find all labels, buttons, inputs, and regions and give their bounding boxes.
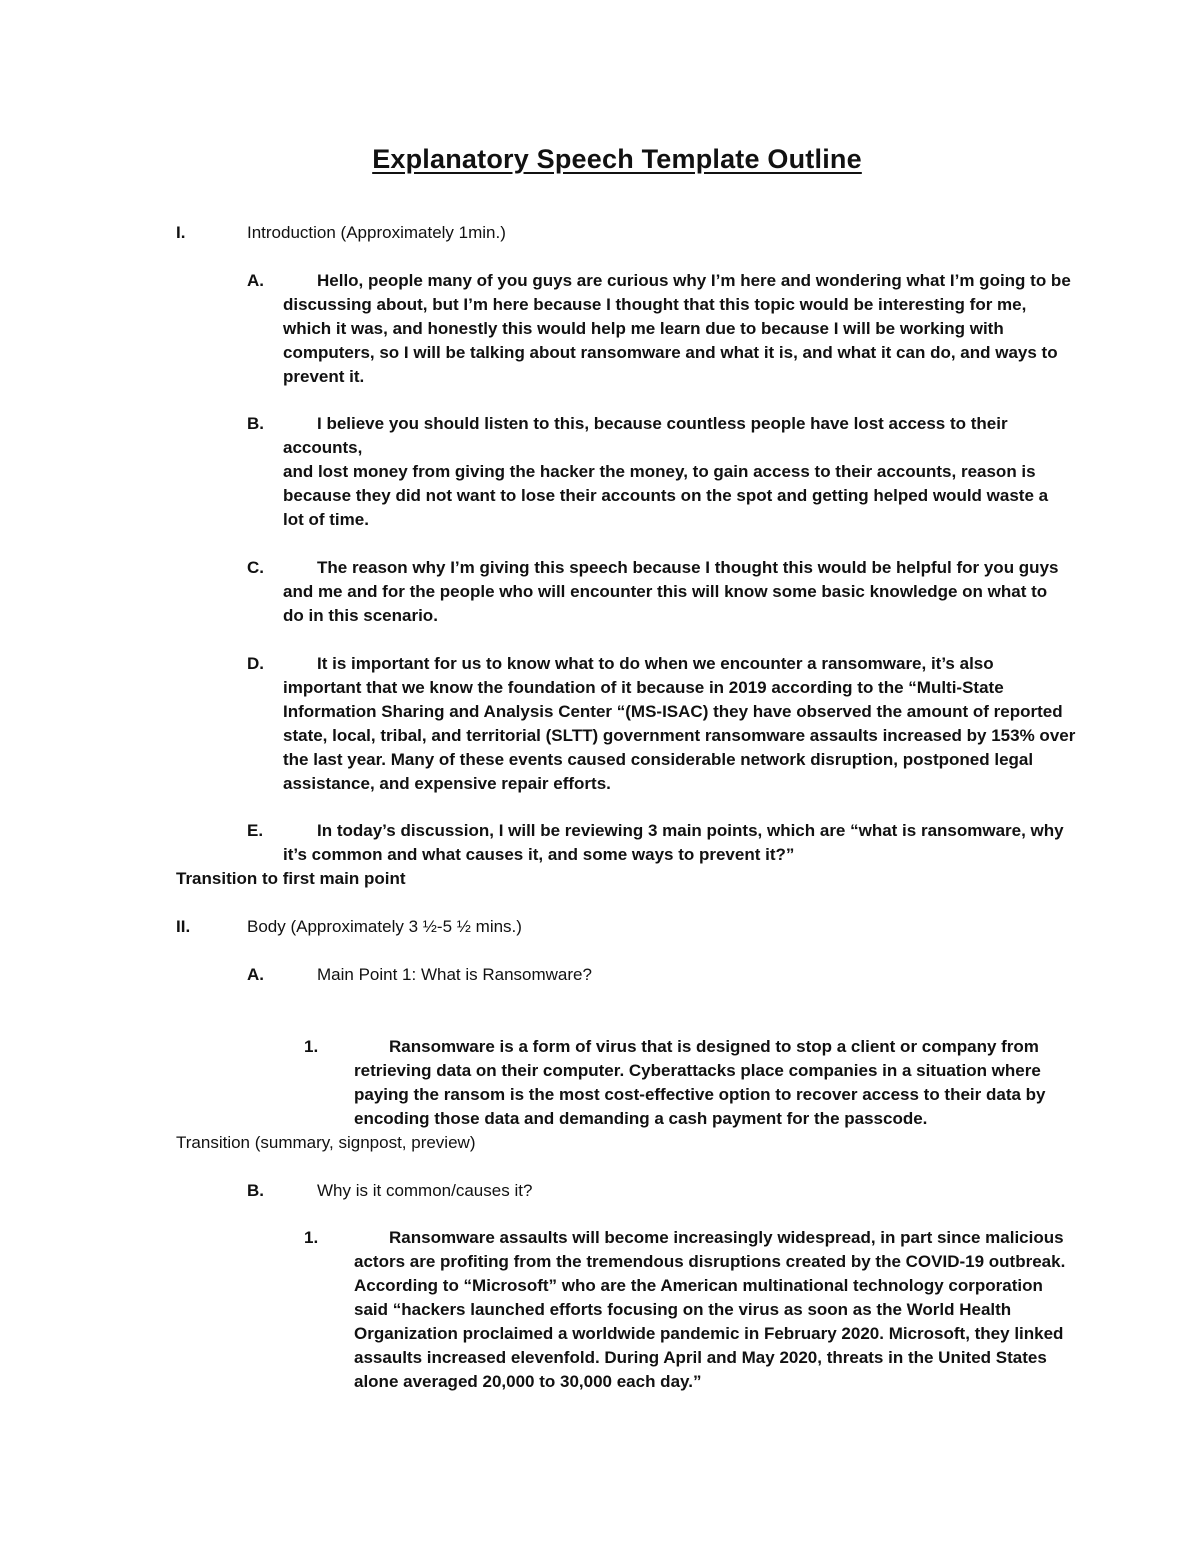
- point-label-2a: A.: [247, 965, 264, 984]
- paragraph-line: state, local, tribal, and territorial (SLTT) government ransomware assaults increased by 153% over: [283, 726, 1076, 745]
- subpoint-paragraph-2b1: [354, 1226, 1065, 1394]
- paragraph-line: Ransomware is a form of virus that is designed to stop a client or company from: [389, 1037, 1039, 1056]
- paragraph-line: discussing about, but I’m here because I thought that this topic would be interesting for me,: [283, 295, 1027, 314]
- section-heading-body: Body (Approximately 3 ½-5 ½ mins.): [247, 917, 522, 936]
- paragraph-line: computers, so I will be talking about ransomware and what it is, and what it can do, and ways to: [283, 343, 1058, 362]
- paragraph-line: Ransomware assaults will become increasingly widespread, in part since malicious: [389, 1228, 1064, 1247]
- paragraph-line: paying the ransom is the most cost-effective option to recover access to their data by: [354, 1085, 1046, 1104]
- subpoint-paragraph-2a1: [354, 1035, 1046, 1131]
- paragraph-line: which it was, and honestly this would help me learn due to because I will be working with: [283, 319, 1004, 338]
- section-numeral-1: I.: [176, 223, 186, 242]
- paragraph-line: According to “Microsoft” who are the American multinational technology corporation: [354, 1276, 1043, 1295]
- paragraph-line: Information Sharing and Analysis Center “(MS-ISAC) they have observed the amount of reported: [283, 702, 1063, 721]
- paragraph-line: The reason why I’m giving this speech because I thought this would be helpful for you guys: [317, 558, 1059, 577]
- paragraph-line: said “hackers launched efforts focusing on the virus as soon as the World Health: [354, 1300, 1012, 1319]
- paragraph-line: it’s common and what causes it, and some ways to prevent it?”: [283, 845, 795, 864]
- paragraph-line: because they did not want to lose their accounts on the spot and getting helped would waste a: [283, 486, 1049, 505]
- paragraph-line: actors are profiting from the tremendous disruptions created by the COVID-19 outbreak.: [354, 1252, 1066, 1271]
- paragraph-line: do in this scenario.: [283, 606, 438, 625]
- item-label-1d: D.: [247, 654, 264, 673]
- transition-summary: Transition (summary, signpost, preview): [176, 1133, 476, 1152]
- item-paragraph-1c: [283, 556, 1058, 628]
- paragraph-line: Hello, people many of you guys are curious why I’m here and wondering what I’m going to be: [317, 271, 1071, 290]
- page-title: Explanatory Speech Template Outline: [372, 144, 862, 174]
- paragraph-line: and me and for the people who will encounter this will know some basic knowledge on what to: [283, 582, 1048, 601]
- paragraph-line: assistance, and expensive repair efforts.: [283, 774, 611, 793]
- main-point-1-heading: Main Point 1: What is Ransomware?: [317, 965, 592, 984]
- paragraph-line: important that we know the foundation of it because in 2019 according to the “Multi-State: [283, 678, 1004, 697]
- paragraph-line: prevent it.: [283, 367, 365, 386]
- paragraph-line: Organization proclaimed a worldwide pandemic in February 2020. Microsoft, they linked: [354, 1324, 1064, 1343]
- item-paragraph-1b: [283, 412, 1048, 532]
- paragraph-line: alone averaged 20,000 to 30,000 each day.”: [354, 1372, 702, 1391]
- paragraph-line: retrieving data on their computer. Cyberattacks place companies in a situation where: [354, 1061, 1041, 1080]
- paragraph-line: the last year. Many of these events caused considerable network disruption, postponed legal: [283, 750, 1034, 769]
- section-heading-introduction: Introduction (Approximately 1min.): [247, 223, 506, 242]
- item-label-1b: B.: [247, 414, 264, 433]
- paragraph-line: lot of time.: [283, 510, 369, 529]
- item-paragraph-1a: [283, 269, 1071, 389]
- item-label-1a: A.: [247, 271, 264, 290]
- subpoint-label-2a1: 1.: [304, 1037, 319, 1056]
- paragraph-line: In today’s discussion, I will be reviewing 3 main points, which are “what is ransomware, why: [317, 821, 1064, 840]
- point-label-2b: B.: [247, 1181, 264, 1200]
- paragraph-line: encoding those data and demanding a cash payment for the passcode.: [354, 1109, 928, 1128]
- paragraph-line: and lost money from giving the hacker the money, to gain access to their accounts, reason is: [283, 462, 1036, 481]
- item-label-1c: C.: [247, 558, 264, 577]
- paragraph-line: It is important for us to know what to do when we encounter a ransomware, it’s also: [317, 654, 994, 673]
- main-point-2-heading: Why is it common/causes it?: [317, 1181, 533, 1200]
- paragraph-line: assaults increased elevenfold. During April and May 2020, threats in the United States: [354, 1348, 1047, 1367]
- section-numeral-2: II.: [176, 917, 191, 936]
- subpoint-label-2b1: 1.: [304, 1228, 319, 1247]
- paragraph-line: I believe you should listen to this, because countless people have lost access to their: [317, 414, 1008, 433]
- item-label-1e: E.: [247, 821, 264, 840]
- transition-first-main-point: Transition to first main point: [176, 869, 406, 888]
- item-paragraph-1e: [283, 819, 1064, 867]
- item-paragraph-1d: [283, 652, 1075, 796]
- paragraph-line: accounts,: [283, 438, 363, 457]
